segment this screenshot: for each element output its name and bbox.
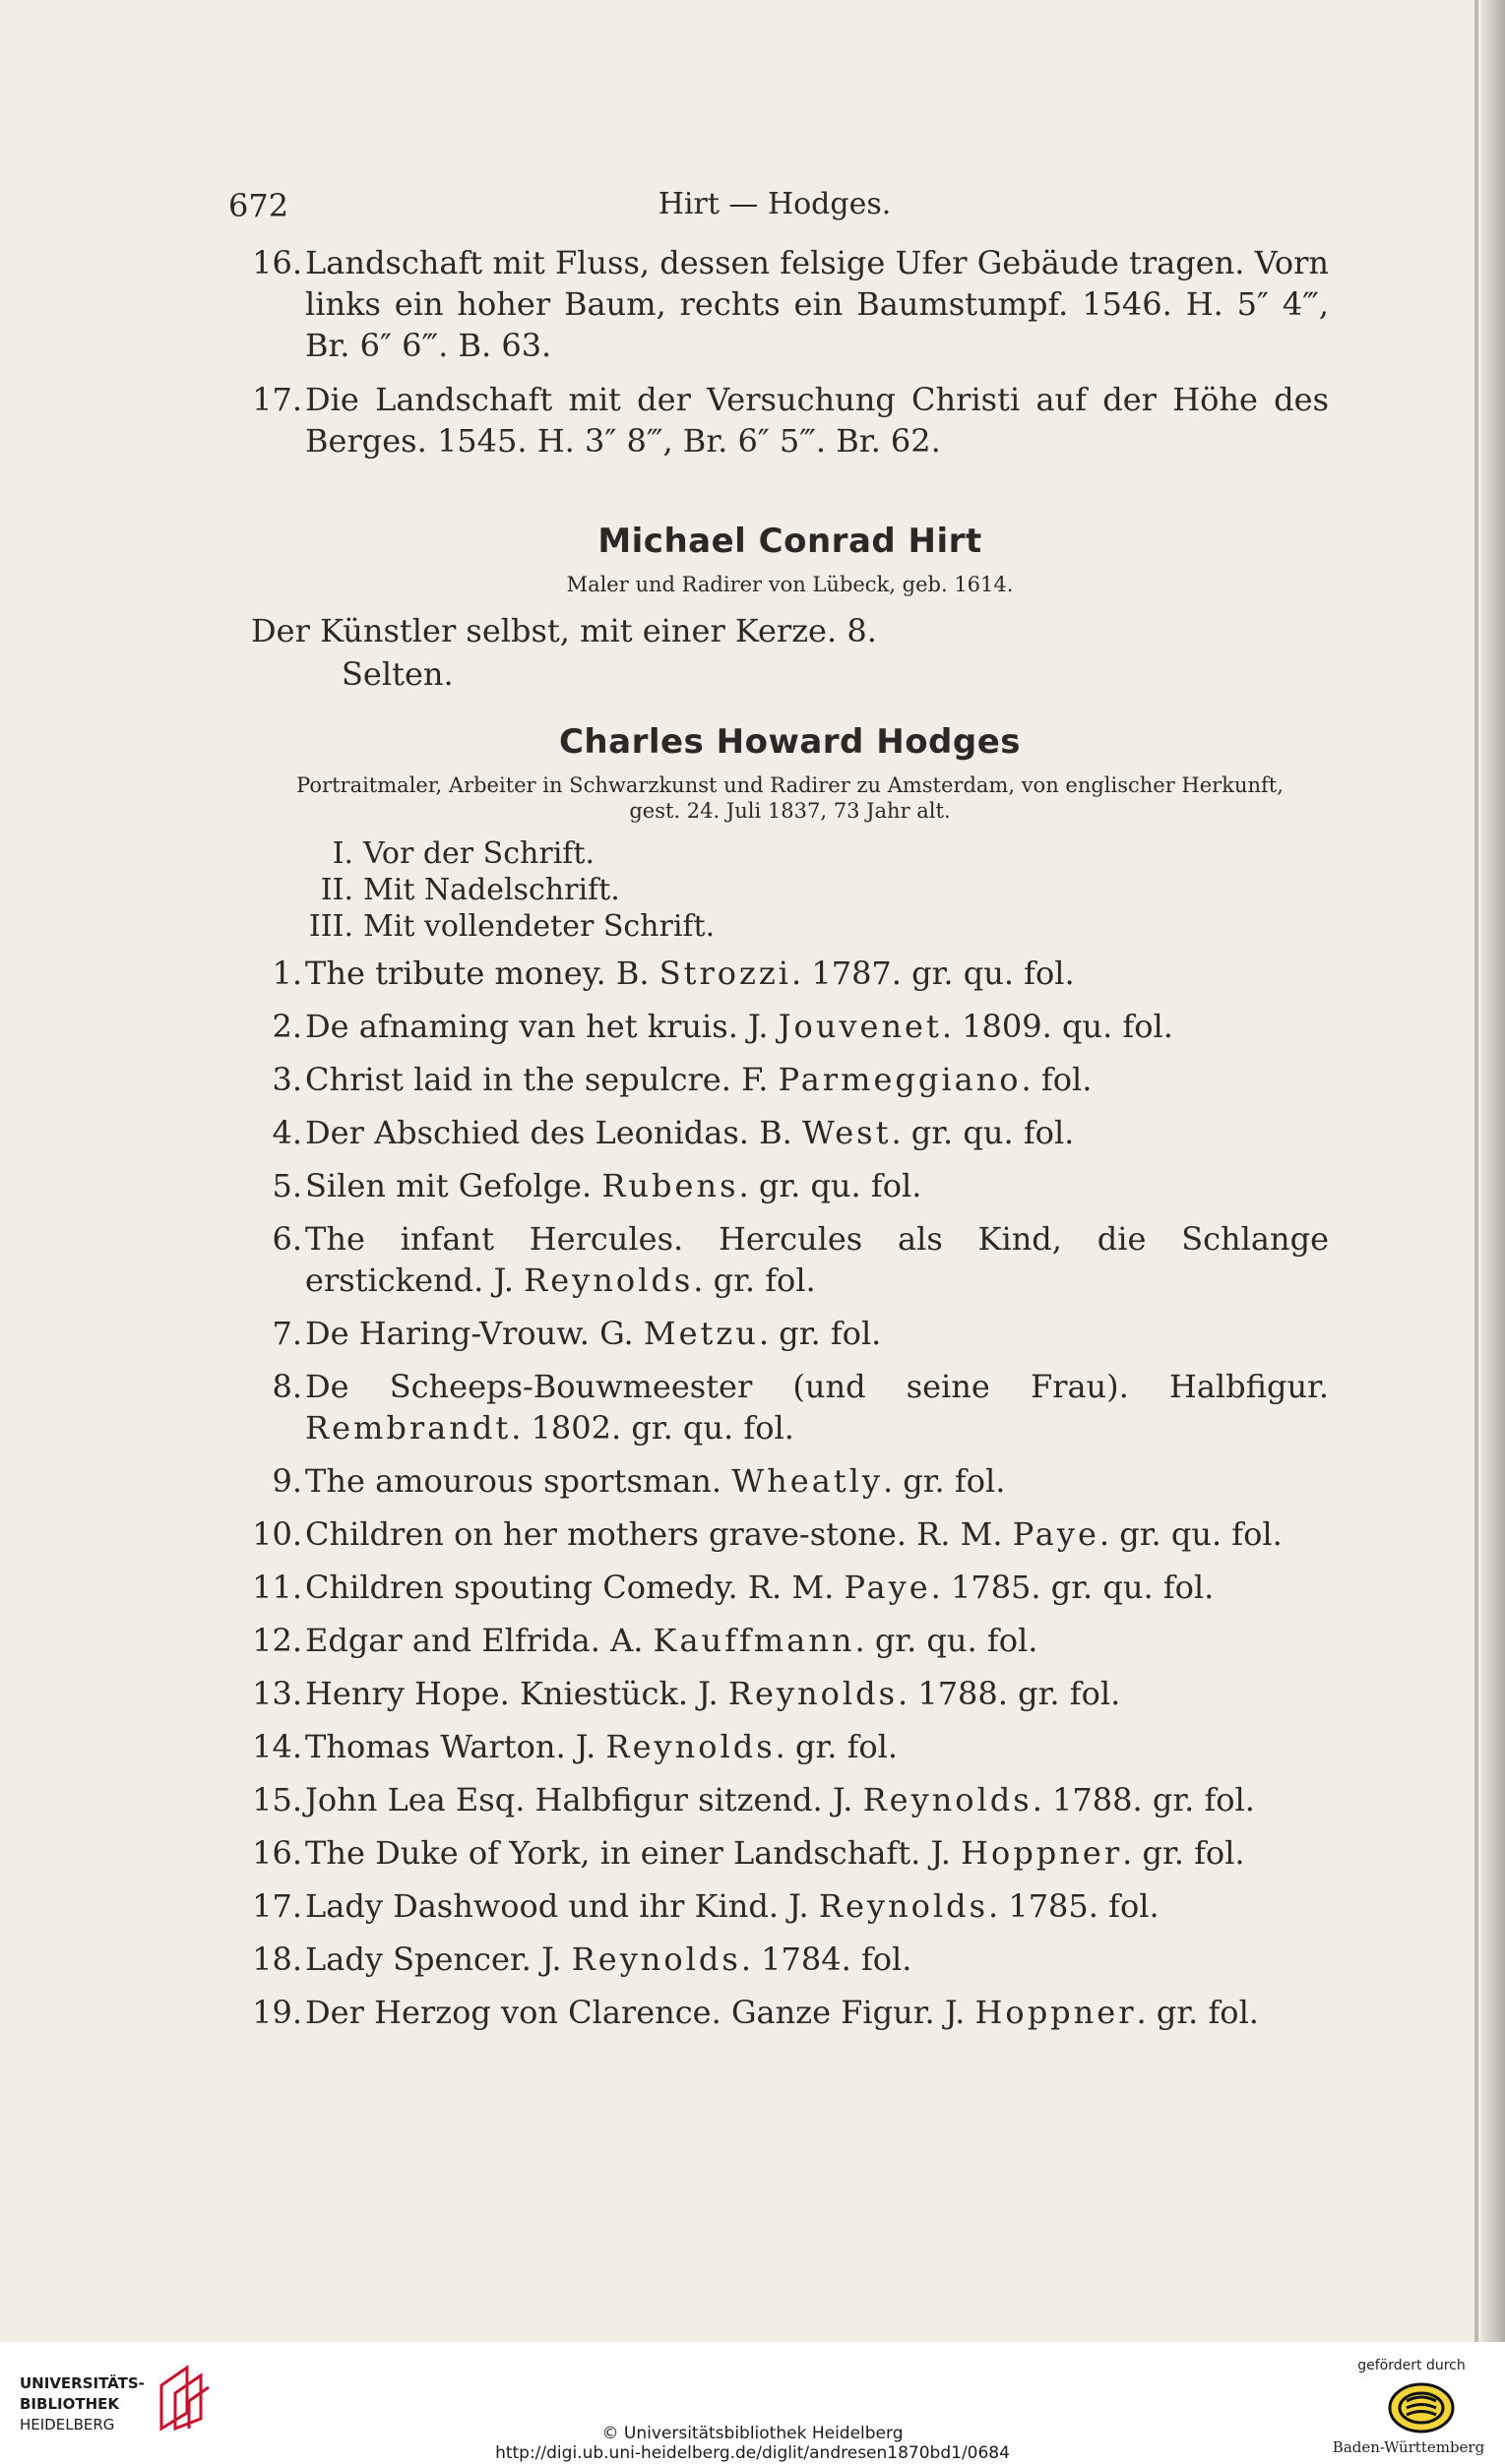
work-entry [251, 1165, 1329, 1206]
artist-heading-hirt: Michael Conrad Hirt [597, 522, 982, 561]
work-entry [251, 1059, 1329, 1100]
entry-number: 19 . [251, 1992, 302, 2033]
entry-line: Berges. 1545. H. 3″ 8‴, Br. 6″ 5‴. Br. 62. [305, 422, 941, 460]
entry-number: 16 . [251, 1832, 302, 1874]
entry-number: 7 . [251, 1313, 302, 1354]
painter-name: Hoppner [961, 1834, 1123, 1872]
painter-name: Jouvenet [778, 1008, 942, 1045]
work-entry [251, 1513, 1329, 1555]
painter-name: West [801, 1114, 892, 1151]
painter-name: Reynolds [524, 1262, 694, 1299]
page-number: 672 [228, 187, 289, 224]
work-entry [251, 1218, 1329, 1301]
work-details: . 1802. gr. qu. fol. [511, 1409, 794, 1447]
entry-number: 10 . [251, 1513, 302, 1555]
work-title: Lady Spencer. J. [305, 1940, 572, 1978]
work-entry [251, 1313, 1329, 1354]
painter-name: Kauffmann [653, 1622, 855, 1659]
state-numeral: I . [290, 835, 353, 872]
painter-name: Reynolds [605, 1728, 776, 1765]
entry-number: 17 . [251, 379, 302, 420]
library-name-line: BIBLIOTHEK [20, 2395, 119, 2413]
work-title: Lady Dashwood und ihr Kind. J. [305, 1887, 819, 1925]
work-entry [251, 1620, 1329, 1661]
work-entry [251, 1832, 1329, 1874]
work-entry [251, 1992, 1329, 2033]
artist-heading-hodges: Charles Howard Hodges [558, 722, 1022, 762]
painter-name: Reynolds [571, 1940, 741, 1978]
copyright-notice [0, 2424, 1505, 2463]
painter-name: Paye [1012, 1515, 1099, 1553]
work-title: Henry Hope. Kniestück. J. [305, 1675, 728, 1712]
work-title: John Lea Esq. Halbfigur sitzend. J. [305, 1781, 863, 1818]
work-title: Christ laid in the sepulcre. F. [305, 1061, 779, 1098]
state-text: Mit vollendeter Schrift. [363, 909, 716, 944]
entry-number: 3 . [251, 1059, 302, 1100]
work-title: The Duke of York, in einer Landschaft. J. [305, 1834, 962, 1872]
entry-number: 16 . [251, 242, 302, 283]
entry-line: Die Landschaft mit der Versuchung Christi auf der Höhe des [305, 381, 1329, 418]
work-details: . gr. qu. fol. [1098, 1515, 1283, 1553]
painter-name: Strozzi [658, 955, 791, 992]
work-entry [251, 1779, 1329, 1820]
entry-number: 4 . [251, 1112, 302, 1153]
work-title: The infant Hercules. Hercules als Kind, die Schlange erstickend. J. [305, 1220, 1329, 1299]
library-logo-icon [157, 2364, 213, 2433]
page-body [251, 242, 1329, 2045]
work-title: Der Abschied des Leonidas. B. [305, 1114, 802, 1151]
work-details: . 1787. gr. qu. fol. [791, 955, 1075, 992]
work-entry [251, 953, 1329, 994]
painter-name: Parmeggiano [778, 1061, 1022, 1098]
work-entry [251, 1673, 1329, 1714]
entry-number: 11 . [251, 1567, 302, 1608]
work-entry [251, 1112, 1329, 1153]
library-name-line: HEIDELBERG [20, 2416, 115, 2433]
entry-number: 15 . [251, 1779, 302, 1820]
hirt-note: Selten. [342, 655, 454, 693]
work-title: De Haring-Vrouw. G. [305, 1315, 644, 1352]
painter-name: Rubens [601, 1167, 739, 1204]
work-title: Edgar and Elfrida. A. [305, 1622, 654, 1659]
state-item [320, 872, 1329, 908]
prev-entry-16 [251, 242, 1329, 366]
work-details: . 1785. fol. [987, 1887, 1160, 1925]
entry-line: links ein hoher Baum, rechts ein Baumstumpf. 1546. H. 5″ 4‴, [305, 285, 1329, 323]
entry-number: 17 . [251, 1885, 302, 1927]
work-details: . 1809. qu. fol. [941, 1008, 1173, 1045]
running-title: Hirt — Hodges. [658, 187, 892, 221]
artist-description-hirt: Maler und Radirer von Lübeck, geb. 1614. [566, 573, 1014, 596]
painter-name: Reynolds [862, 1781, 1033, 1818]
entry-line: Br. 6″ 6‴. B. 63. [305, 327, 552, 364]
work-title: Thomas Warton. J. [305, 1728, 606, 1765]
work-details: . gr. fol. [1122, 1834, 1245, 1872]
work-entry [251, 1885, 1329, 1927]
entry-number: 14 . [251, 1726, 302, 1767]
state-numeral: II . [290, 872, 353, 908]
work-details: . 1784. fol. [740, 1940, 912, 1978]
work-details: . fol. [1021, 1061, 1093, 1098]
work-title: Children spouting Comedy. R. M. [305, 1569, 845, 1606]
page-gutter [1474, 0, 1478, 2342]
state-text: Mit Nadelschrift. [363, 873, 620, 907]
painter-name: Paye [844, 1569, 931, 1606]
entry-number: 1 . [251, 953, 302, 994]
funded-by-label: gefördert durch [1357, 2358, 1466, 2373]
work-details: . gr. fol. [882, 1462, 1006, 1500]
artist-description-hodges [251, 772, 1329, 824]
painter-name: Reynolds [818, 1887, 988, 1925]
copyright-text: © Universitätsbibliothek Heidelberg [601, 2424, 904, 2443]
hirt-work: Der Künstler selbst, mit einer Kerze. 8. [251, 612, 877, 649]
source-url-link[interactable]: http://digi.ub.uni-heidelberg.de/diglit/andresen1870bd1/0684 [495, 2443, 1010, 2463]
baden-wuerttemberg-seal-icon [1387, 2381, 1456, 2434]
work-entry [251, 1006, 1329, 1047]
print-states-list [251, 835, 1329, 945]
library-name-line: UNIVERSITÄTS- [20, 2374, 145, 2392]
work-title: De Scheeps-Bouwmeester (und seine Frau). Halbfigur. [305, 1368, 1329, 1405]
entry-number: 6 . [251, 1218, 302, 1260]
painter-name: Wheatly [731, 1462, 883, 1500]
work-details: . gr. fol. [693, 1262, 816, 1299]
work-title: Der Herzog von Clarence. Ganze Figur. J. [305, 1994, 975, 2031]
work-title: Silen mit Gefolge. [305, 1167, 602, 1204]
state-text: Vor der Schrift. [363, 836, 595, 871]
entry-number: 13 . [251, 1673, 302, 1714]
entry-number: 18 . [251, 1939, 302, 1980]
work-entry [251, 1366, 1329, 1448]
entry-number: 5 . [251, 1165, 302, 1206]
work-title: The amourous sportsman. [305, 1462, 732, 1500]
work-details: . gr. fol. [775, 1728, 899, 1765]
work-title: Children on her mothers grave-stone. R. M. [305, 1515, 1013, 1553]
work-title: The tribute money. B. [305, 955, 659, 992]
entry-number: 8 . [251, 1366, 302, 1407]
work-entry [251, 1460, 1329, 1502]
work-details: . gr. fol. [1136, 1994, 1259, 2031]
prev-entry-17 [251, 379, 1329, 462]
work-details: . 1788. gr. fol. [1032, 1781, 1255, 1818]
state-item [326, 835, 1329, 872]
description-line: gest. 24. Juli 1837, 73 Jahr alt. [629, 799, 951, 823]
work-entry [251, 1567, 1329, 1608]
work-title: De afnaming van het kruis. J. [305, 1008, 779, 1045]
work-details: . 1785. gr. qu. fol. [930, 1569, 1215, 1606]
work-details: . gr. qu. fol. [854, 1622, 1038, 1659]
work-details: . gr. fol. [758, 1315, 882, 1352]
work-entry [251, 1726, 1329, 1767]
funder-name: Baden-Württemberg [1332, 2438, 1485, 2456]
painter-name: Metzu [643, 1315, 759, 1352]
entry-line: Landschaft mit Fluss, dessen felsige Ufer Gebäude tragen. Vorn [305, 244, 1329, 281]
work-entry [251, 1939, 1329, 1980]
page-header [228, 187, 1321, 236]
state-item [308, 908, 1329, 945]
work-details: . gr. qu. fol. [738, 1167, 922, 1204]
painter-name: Rembrandt [305, 1409, 512, 1447]
hodges-works-list [251, 953, 1329, 2033]
page-edge-shadow [1481, 0, 1505, 2342]
work-details: . 1788. gr. fol. [897, 1675, 1121, 1712]
painter-name: Reynolds [727, 1675, 898, 1712]
painter-name: Hoppner [974, 1994, 1137, 2031]
state-numeral: III . [290, 908, 353, 945]
work-details: . gr. qu. fol. [891, 1114, 1075, 1151]
entry-number: 2 . [251, 1006, 302, 1047]
description-line: Portraitmaler, Arbeiter in Schwarzkunst und Radirer zu Amsterdam, von englischer Herkunft, [296, 773, 1284, 797]
entry-number: 12 . [251, 1620, 302, 1661]
entry-number: 9 . [251, 1460, 302, 1502]
